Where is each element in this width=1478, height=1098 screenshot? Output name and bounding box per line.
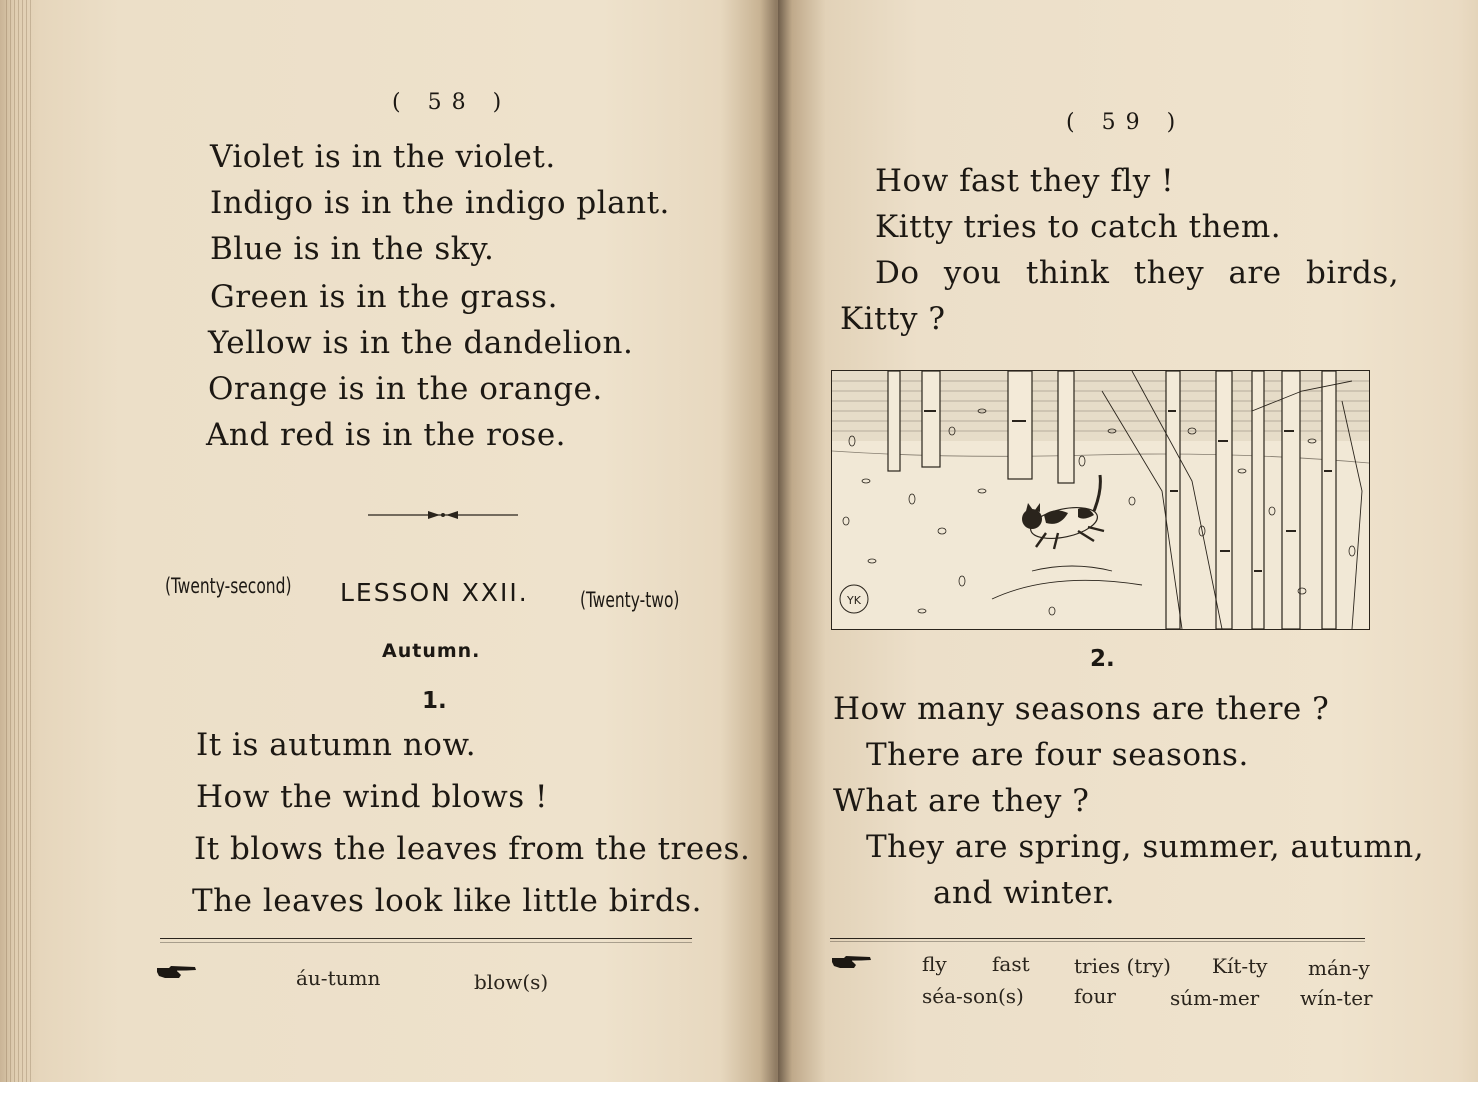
vocab-rule [160, 938, 692, 939]
text-line: Do you think they are birds, [875, 255, 1400, 291]
page-number-left: ( 58 ) [392, 90, 512, 115]
vocab-word: séa-son(s) [922, 984, 1024, 1008]
text-line: The leaves look like little birds. [192, 883, 702, 919]
lesson-gloss-right: (Twenty-two) [580, 588, 680, 612]
text-line: What are they ? [833, 783, 1090, 819]
lesson-title: LESSON XXII. [340, 578, 529, 607]
poem-line: Green is in the grass. [210, 279, 558, 315]
section-number: 2. [1090, 646, 1115, 672]
page-edges [6, 0, 32, 1082]
text-line: There are four seasons. [866, 737, 1249, 773]
text-line: Kitty tries to catch them. [875, 209, 1282, 245]
lesson-gloss-left: (Twenty-second) [165, 574, 292, 598]
poem-line: Yellow is in the dandelion. [208, 325, 634, 361]
section-number: 1. [422, 688, 447, 714]
poem-line: Blue is in the sky. [210, 231, 495, 267]
vocab-word: súm-mer [1170, 986, 1260, 1010]
poem-line: And red is in the rose. [206, 417, 567, 453]
pointing-hand-icon [155, 962, 199, 982]
text-line: How fast they fly ! [875, 163, 1175, 199]
text-line: How many seasons are there ? [833, 691, 1330, 727]
vocab-word: áu-tumn [296, 966, 381, 990]
poem-line: Orange is in the orange. [208, 371, 603, 407]
ornament-divider [368, 508, 518, 522]
pointing-hand-icon [830, 952, 874, 972]
vocab-word: tries (try) [1074, 954, 1171, 978]
text-line: and winter. [933, 875, 1116, 911]
text-line: It is autumn now. [196, 727, 477, 763]
vocab-word: fast [992, 952, 1030, 976]
text-line: It blows the leaves from the trees. [194, 831, 751, 867]
vocab-word: blow(s) [474, 970, 549, 994]
svg-text:YK: YK [847, 594, 861, 607]
vocab-word: mán-y [1308, 956, 1370, 980]
vocab-rule-shadow [160, 942, 692, 943]
vocab-word: fly [922, 952, 947, 976]
poem-line: Violet is in the violet. [210, 139, 556, 175]
vocab-rule-shadow [830, 941, 1365, 942]
text-line: They are spring, summer, autumn, [866, 829, 1425, 865]
vocab-rule [830, 938, 1365, 939]
lesson-subtitle: Autumn. [382, 640, 481, 662]
text-line: How the wind blows ! [196, 779, 548, 815]
text-line: Kitty ? [840, 301, 946, 337]
vocab-word: wín-ter [1300, 986, 1373, 1010]
autumn-kitty-illustration [831, 370, 1370, 630]
poem-line: Indigo is in the indigo plant. [210, 185, 670, 221]
page-number-right: ( 59 ) [1066, 110, 1186, 135]
vocab-word: four [1074, 984, 1116, 1008]
vocab-word: Kít-ty [1212, 954, 1268, 978]
